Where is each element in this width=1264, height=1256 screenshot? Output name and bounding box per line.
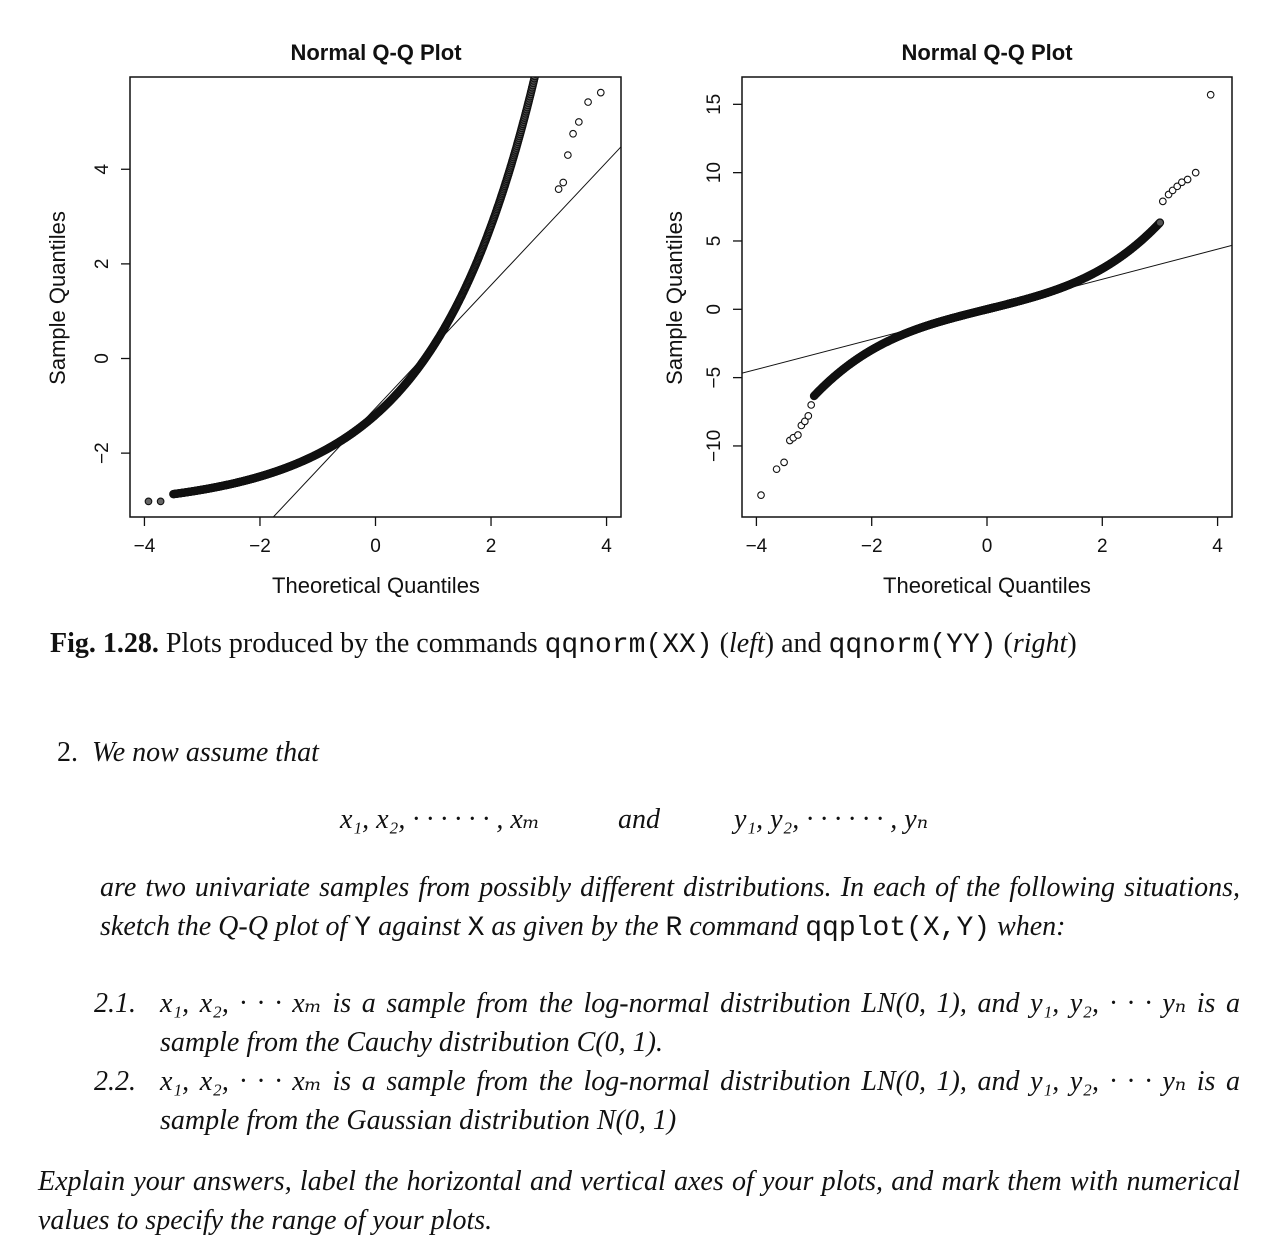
sub-item-text: is a sample from the log-normal distribution (321, 988, 862, 1019)
qq-point (533, 66, 540, 73)
sub-item-end: . (655, 1027, 663, 1058)
qq-point (541, 29, 548, 36)
sub-item-text: , and (959, 1066, 1031, 1097)
qq-point (540, 36, 547, 43)
qq-point-cloud (170, 0, 561, 498)
y-sequence: y₁, y₂, · · · · · · , yₙ (733, 804, 929, 835)
y-tick-label: 0 (92, 353, 113, 364)
x-tick-label: 0 (981, 536, 993, 557)
x-tick-label: −4 (133, 536, 156, 557)
x-axis (134, 517, 613, 557)
plot-frame (130, 77, 621, 517)
qq-point (531, 73, 538, 80)
caption-paren: ) (1067, 628, 1077, 659)
y-tick-label: 2 (92, 258, 113, 270)
qq-point (534, 63, 541, 70)
qq-point (539, 39, 546, 46)
distribution: C(0, 1) (576, 1027, 656, 1058)
sub-item-2-1 (94, 984, 1240, 1062)
y-axis-label: Sample Quantiles (45, 211, 70, 385)
qq-outlier-point (1207, 91, 1214, 98)
x-tick-label: 4 (601, 536, 612, 557)
qq-point (544, 16, 551, 23)
x-axis-label: Theoretical Quantiles (272, 573, 480, 598)
code-r: R (665, 913, 683, 944)
x-tick-label: −4 (745, 536, 768, 557)
para-text: command (682, 911, 806, 942)
sub-item-text: , and (959, 988, 1031, 1019)
qq-point-cloud (810, 219, 1163, 400)
caption-text: Plots produced by the commands (158, 628, 545, 659)
qq-point (542, 24, 549, 31)
para-text: as given by the (484, 911, 666, 942)
code-qqplot: qqplot(X,Y) (805, 913, 991, 944)
qq-outlier-point (1184, 176, 1191, 183)
y-axis (704, 94, 742, 462)
qq-point (546, 5, 553, 12)
y-sequence: y₁, y₂, · · · yₙ (1030, 1066, 1187, 1097)
x-sequence: x₁, x₂, · · · xₘ (160, 988, 322, 1019)
qq-point (545, 11, 552, 18)
caption-paren: ( (996, 628, 1013, 659)
qq-point (545, 13, 552, 20)
figure-1-28 (0, 0, 1264, 610)
y-tick-label: 15 (704, 93, 725, 115)
qq-point (537, 46, 544, 53)
code-x: X (467, 913, 485, 944)
qq-point (540, 34, 547, 41)
qq-point (542, 26, 549, 33)
plot-title: Normal Q-Q Plot (290, 40, 462, 65)
x-tick-label: −2 (860, 536, 883, 557)
qq-outlier-point (157, 498, 164, 505)
code-y: Y (354, 913, 372, 944)
caption-left: left (728, 628, 765, 659)
qq-plot-left (45, 0, 621, 610)
qq-outlier-point (576, 119, 583, 126)
distribution: N(0, 1) (596, 1105, 677, 1136)
x-tick-label: −2 (249, 536, 271, 557)
qq-point (538, 41, 545, 48)
caption-right: right (1012, 628, 1068, 659)
qq-outlier-point (565, 152, 572, 159)
y-tick-label: −5 (704, 366, 725, 389)
qq-outlier-point (570, 130, 577, 137)
x-tick-label: 4 (1212, 536, 1223, 557)
qq-outlier-point (145, 498, 152, 505)
qq-outlier-point (781, 459, 788, 466)
y-sequence: y₁, y₂, · · · yₙ (1030, 988, 1187, 1019)
qq-point (548, 0, 555, 2)
x-tick-label: 2 (485, 536, 497, 557)
qq-point (1156, 219, 1163, 226)
para-text: are two univariate samples from possibly different distributions. In each of the following situations, sketch the Q-Q plot of (100, 872, 1240, 942)
para-text: when: (990, 911, 1066, 942)
qq-point (536, 54, 543, 61)
figure-label: Fig. 1.28. (50, 628, 159, 659)
qq-outlier-point (555, 186, 562, 193)
qq-point (535, 58, 542, 65)
x-sequence: x₁, x₂, · · · xₘ (160, 1066, 322, 1097)
plot-title: Normal Q-Q Plot (901, 40, 1073, 65)
qq-point (534, 61, 541, 68)
qq-point (547, 0, 554, 7)
problem-paragraph (100, 868, 1240, 948)
para-text: against (371, 911, 468, 942)
qq-outlier-point (585, 99, 592, 106)
qq-outlier-point (795, 432, 802, 439)
y-tick-label: 4 (92, 163, 113, 175)
qq-point (538, 44, 545, 51)
sub-item-2-2 (94, 1062, 1240, 1140)
y-tick-label: −10 (704, 429, 725, 463)
x-axis (746, 517, 1224, 557)
qq-outlier-point (597, 89, 604, 96)
qq-point (537, 49, 544, 56)
qq-outlier-point (1192, 169, 1199, 176)
qq-point (543, 21, 550, 28)
y-axis-label: Sample Quantiles (662, 211, 687, 385)
sub-item-text: is a sample from the Cauchy distribution (160, 988, 1240, 1058)
qq-point (543, 19, 550, 26)
qq-outlier-point (805, 413, 812, 420)
caption-paren: ) and (764, 628, 829, 659)
x-sequence: x₁, x₂, · · · · · · , xₘ (340, 804, 540, 835)
x-tick-label: 2 (1097, 536, 1108, 557)
qq-point (546, 8, 553, 15)
qq-outlier-point (773, 466, 780, 473)
y-tick-label: −2 (92, 442, 113, 464)
y-tick-label: 0 (704, 304, 725, 315)
figure-caption (50, 628, 1250, 661)
qq-point (547, 3, 554, 10)
qq-outlier-point (808, 402, 815, 409)
sample-sequences (340, 802, 928, 836)
problem-intro-text: We now assume that (92, 737, 319, 768)
qq-outlier-point (1160, 198, 1167, 205)
sub-item-number: 2.2. (94, 1066, 136, 1097)
caption-paren: ( (712, 628, 729, 659)
qq-point (548, 0, 555, 5)
problem-intro (57, 737, 319, 769)
qq-point (535, 56, 542, 63)
qq-outlier-point (560, 179, 567, 186)
qq-outlier-point (758, 492, 765, 499)
y-tick-label: 10 (704, 162, 725, 184)
distribution: LN(0, 1) (861, 988, 960, 1019)
explain-paragraph: Explain your answers, label the horizontal and vertical axes of your plots, and mark them with numerical values to specify the range of your plots. (38, 1166, 1240, 1236)
caption-code: qqnorm(YY) (828, 630, 997, 661)
problem-number: 2. (57, 737, 78, 768)
qq-point (541, 31, 548, 38)
x-axis-label: Theoretical Quantiles (883, 573, 1091, 598)
qq-point (536, 51, 543, 58)
y-axis (92, 164, 130, 464)
distribution: LN(0, 1) (861, 1066, 960, 1097)
x-tick-label: 0 (370, 536, 381, 557)
qq-point (532, 68, 539, 75)
plot-frame (742, 77, 1232, 517)
sub-item-number: 2.1. (94, 988, 136, 1019)
y-tick-label: 5 (704, 235, 725, 247)
caption-code: qqnorm(XX) (544, 630, 713, 661)
qq-plot-right (662, 40, 1232, 598)
sub-item-text: is a sample from the Gaussian distribution (160, 1066, 1240, 1136)
and-word: and (617, 804, 660, 835)
sub-item-text: is a sample from the log-normal distribution (321, 1066, 862, 1097)
